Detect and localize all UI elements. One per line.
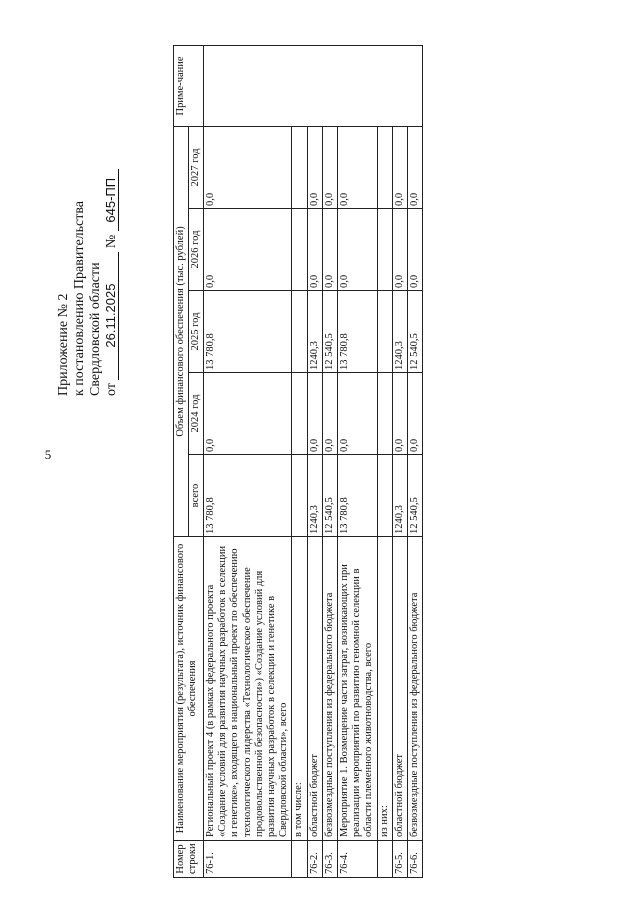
row-2027: 0,0 xyxy=(392,126,407,208)
row-total: 1240,3 xyxy=(307,455,322,537)
row-2027 xyxy=(292,126,307,208)
row-total: 13 780,8 xyxy=(338,455,378,537)
header-total: всего xyxy=(189,455,204,537)
landscape-page xyxy=(56,36,631,888)
header-2024: 2024 год xyxy=(189,373,204,455)
row-number xyxy=(377,841,392,878)
row-2025: 13 780,8 xyxy=(204,291,292,373)
approval-date: 26.11.2025 xyxy=(104,252,119,380)
row-2024: 0,0 xyxy=(307,373,322,455)
approval-line-1: Приложение № 2 xyxy=(56,293,71,396)
row-total: 13 780,8 xyxy=(204,455,292,537)
page-number: 5 xyxy=(44,447,52,462)
row-2024 xyxy=(292,373,307,455)
row-2026: 0,0 xyxy=(408,209,423,291)
row-number: 76-3. xyxy=(322,841,337,878)
table-row xyxy=(307,45,322,877)
table-row xyxy=(377,45,392,877)
row-name: областной бюджет xyxy=(392,537,407,841)
row-2027: 0,0 xyxy=(408,126,423,208)
row-2025: 13 780,8 xyxy=(338,291,378,373)
row-2027 xyxy=(377,126,392,208)
row-2027: 0,0 xyxy=(307,126,322,208)
row-2025: 1240,3 xyxy=(307,291,322,373)
row-total xyxy=(377,455,392,537)
row-name: безвозмездные поступления из федерального бюджета xyxy=(322,537,337,841)
row-number: 76-4. xyxy=(338,841,378,878)
row-number xyxy=(292,841,307,878)
approval-from-label: от xyxy=(104,383,119,396)
row-number: 76-6. xyxy=(408,841,423,878)
row-2026: 0,0 xyxy=(307,209,322,291)
row-2026 xyxy=(377,209,392,291)
row-total: 1240,3 xyxy=(392,455,407,537)
table-row xyxy=(292,45,307,877)
table-row xyxy=(322,45,337,877)
approval-line-2: к постановлению Правительства xyxy=(72,200,87,396)
row-2027: 0,0 xyxy=(204,126,292,208)
row-total: 12 540,5 xyxy=(408,455,423,537)
row-2025 xyxy=(377,291,392,373)
row-name: из них: xyxy=(377,537,392,841)
approval-no-label: № xyxy=(104,234,119,249)
table-row xyxy=(392,45,407,877)
row-2026: 0,0 xyxy=(338,209,378,291)
row-2024: 0,0 xyxy=(338,373,378,455)
approval-block xyxy=(56,66,120,396)
row-2026 xyxy=(292,209,307,291)
table-row xyxy=(204,45,292,877)
row-2024: 0,0 xyxy=(392,373,407,455)
header-2027: 2027 год xyxy=(189,126,204,208)
row-name: безвозмездные поступления из федерального бюджета xyxy=(408,537,423,841)
row-name: в том числе: xyxy=(292,537,307,841)
row-2027: 0,0 xyxy=(322,126,337,208)
header-volume: Объем финансового обеспечения (тыс. рублей) xyxy=(174,126,189,536)
row-2024 xyxy=(377,373,392,455)
row-number: 76-2. xyxy=(307,841,322,878)
financing-table xyxy=(173,45,423,878)
approval-date-line xyxy=(104,66,120,396)
table-row xyxy=(408,45,423,877)
row-note xyxy=(204,45,423,126)
row-2025: 1240,3 xyxy=(392,291,407,373)
row-2024: 0,0 xyxy=(322,373,337,455)
row-2027: 0,0 xyxy=(338,126,378,208)
approval-number: 645-ПП xyxy=(104,169,119,231)
row-number: 76-1. xyxy=(204,841,292,878)
row-name: Мероприятие 1. Возмещение части затрат, возникающих при реализации мероприятий по развитию геномной селекции в области племенного животноводства, всего xyxy=(338,537,378,841)
table-row xyxy=(338,45,378,877)
row-2026: 0,0 xyxy=(322,209,337,291)
row-2025 xyxy=(292,291,307,373)
row-total: 12 540,5 xyxy=(322,455,337,537)
row-2025: 12 540,5 xyxy=(408,291,423,373)
row-name: Региональный проект 4 (в рамках федерального проекта «Создание условий для развития научных разработок в селекции и генетике», входящего в национальный проект по обеспечению технологического лидерства «Технологическое обеспечение продовольственной безопасности») «Создание условий для развития научных разработок в селекции и генетике в Свердловской области», всего xyxy=(204,537,292,841)
header-2025: 2025 год xyxy=(189,291,204,373)
row-2024: 0,0 xyxy=(408,373,423,455)
row-2025: 12 540,5 xyxy=(322,291,337,373)
row-number: 76-5. xyxy=(392,841,407,878)
row-total xyxy=(292,455,307,537)
row-2026: 0,0 xyxy=(392,209,407,291)
approval-line-3: Свердловской области xyxy=(88,262,103,396)
row-2024: 0,0 xyxy=(204,373,292,455)
header-row-number: Номер строки xyxy=(174,841,204,878)
row-2026: 0,0 xyxy=(204,209,292,291)
row-name: областной бюджет xyxy=(307,537,322,841)
header-note: Приме-чание xyxy=(174,45,204,126)
header-name: Наименование мероприятия (результата), источник финансового обеспечения xyxy=(174,537,204,841)
header-2026: 2026 год xyxy=(189,209,204,291)
